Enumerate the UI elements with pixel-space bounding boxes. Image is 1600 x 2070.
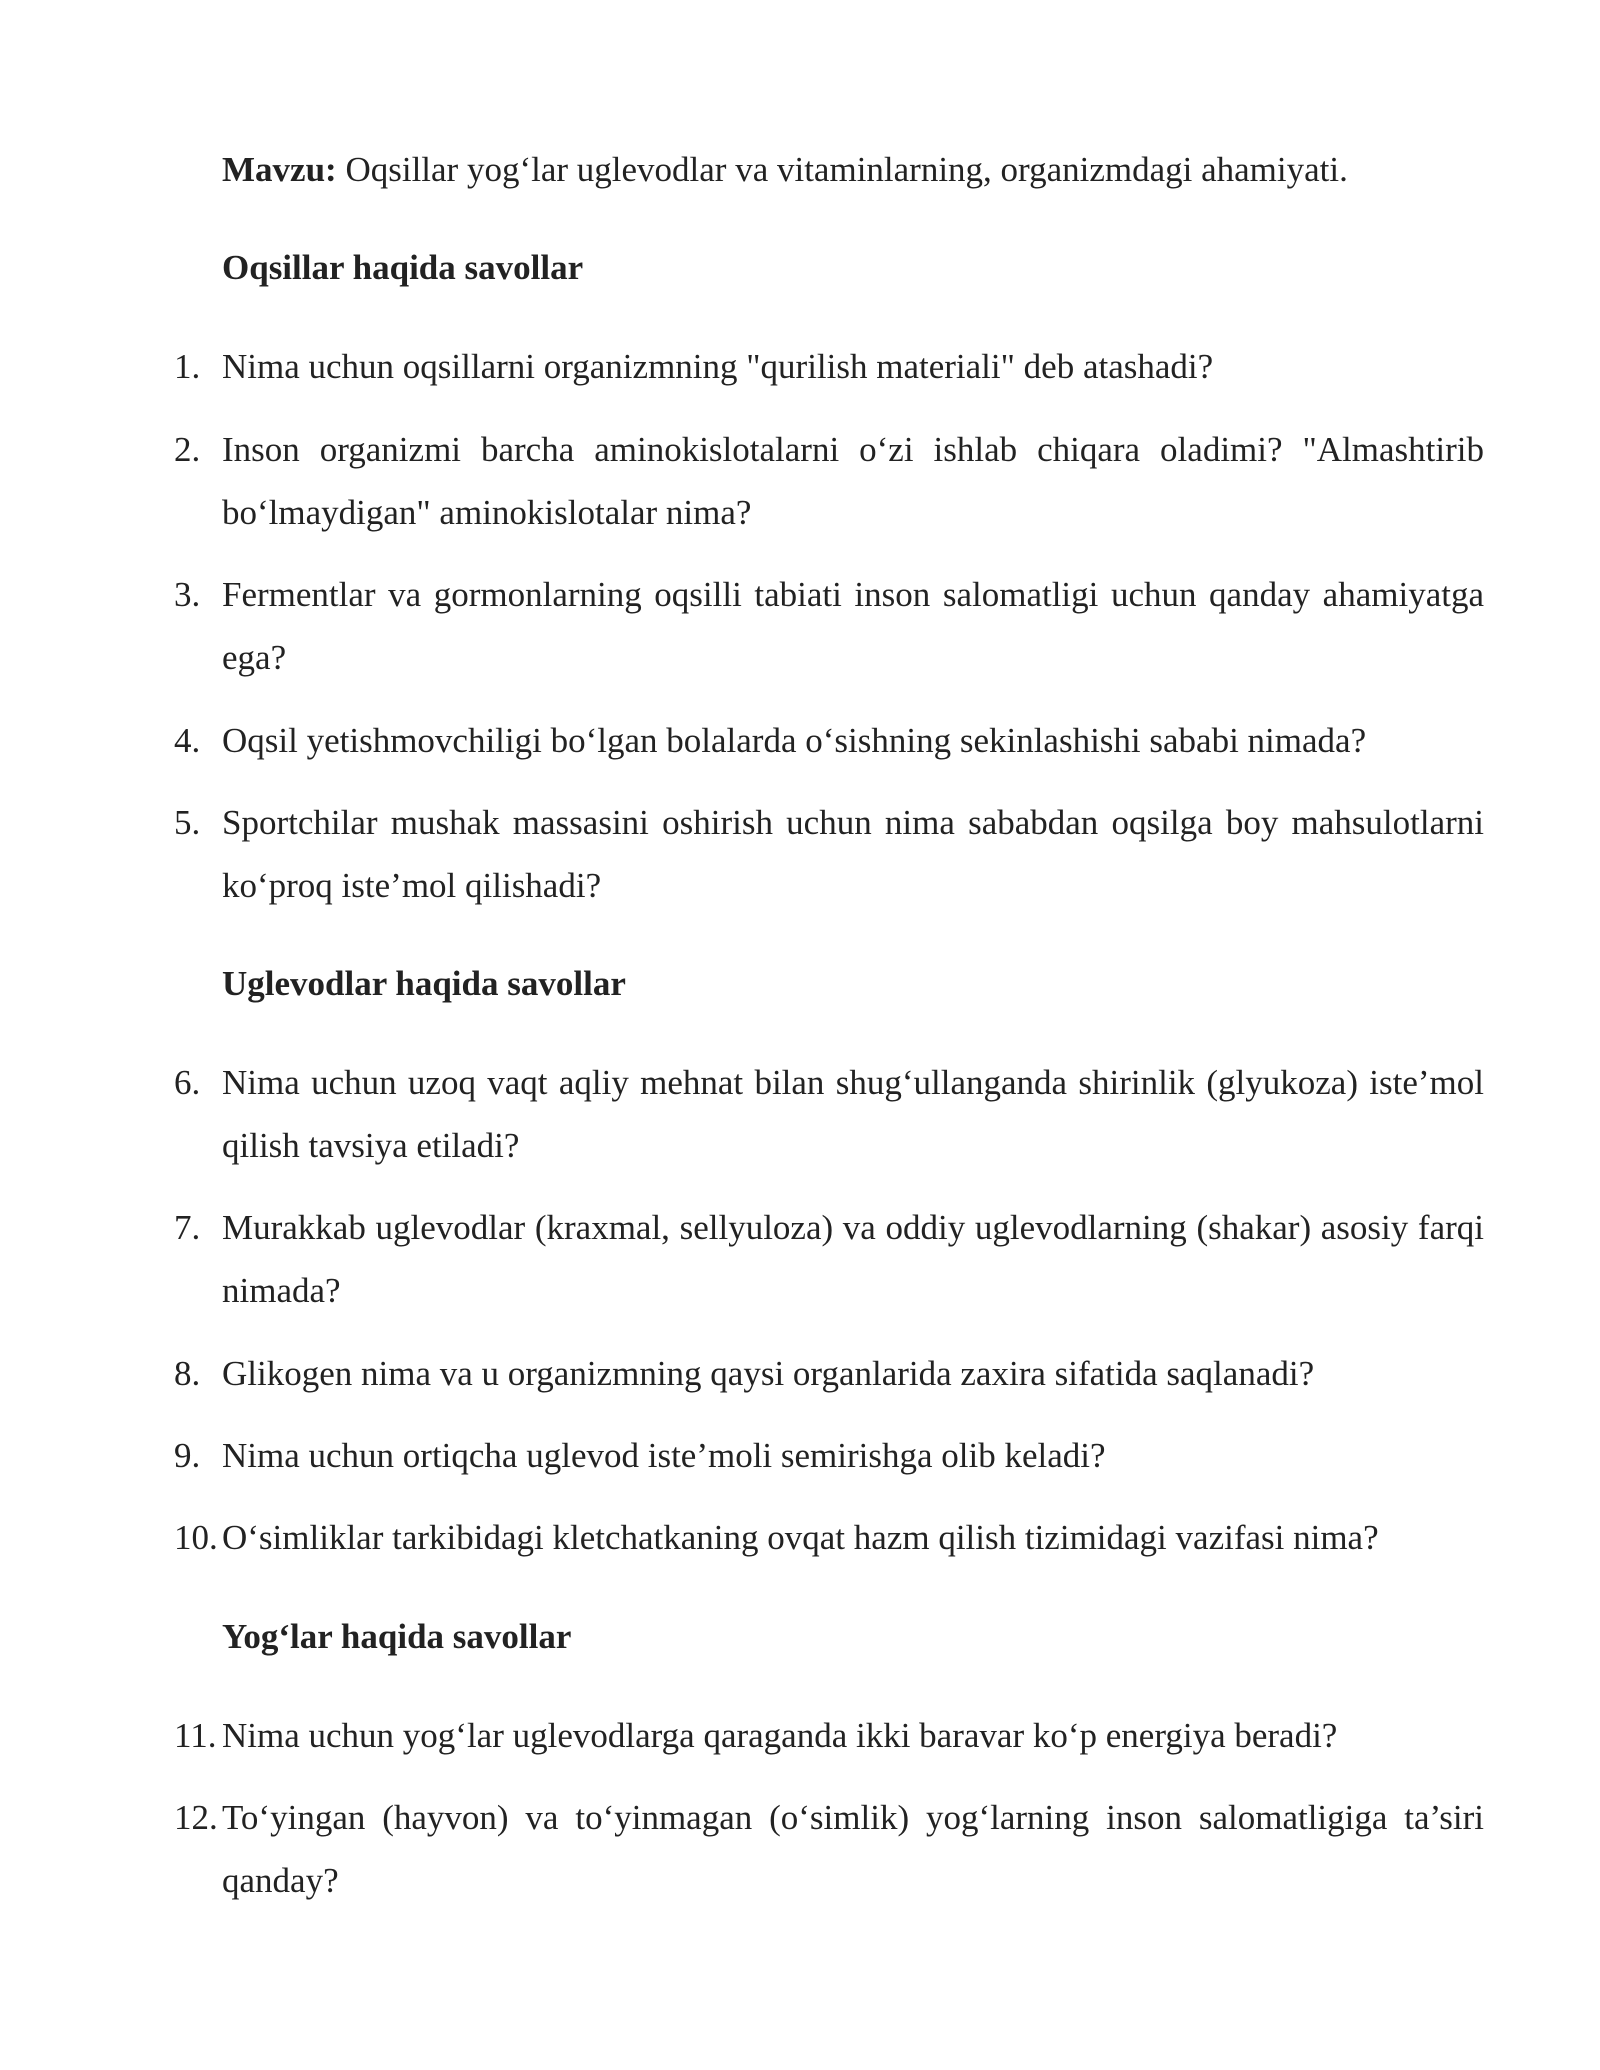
question-number: 10. [174,1518,218,1557]
question-number: 11. [174,1716,217,1755]
section-heading-carbohydrates: Uglevodlar haqida savollar [222,964,626,1003]
question-item [174,1196,1484,1322]
topic-label: Mavzu: [222,150,337,189]
question-text: Oqsil yetishmovchiligi bo‘lgan bolalarda o‘sishning sekinlashishi sababi nimada? [222,721,1367,760]
question-text: O‘simliklar tarkibidagi kletchatkaning ovqat hazm qilish tizimidagi vazifasi nima? [222,1518,1379,1557]
question-number: 3. [174,575,201,614]
question-item [174,1786,1484,1912]
topic-text: Oqsillar yog‘lar uglevodlar va vitaminlarning, organizmdagi ahamiyati. [336,150,1348,189]
question-number: 4. [174,721,201,760]
question-text: Glikogen nima va u organizmning qaysi organlarida zaxira sifatida saqlanadi? [222,1354,1315,1393]
question-item [174,1051,1484,1177]
question-number: 5. [174,803,201,842]
question-item [174,335,1484,398]
question-text: Nima uchun ortiqcha uglevod iste’moli semirishga olib keladi? [222,1436,1106,1475]
section-heading-fats: Yog‘lar haqida savollar [222,1617,572,1656]
question-text: Nima uchun oqsillarni organizmning "qurilish materiali" deb atashadi? [222,347,1214,386]
question-text: Inson organizmi barcha aminokislotalarni o‘zi ishlab chiqara oladimi? "Almashtirib bo‘lmaydigan" aminokislotalar nima? [222,430,1484,532]
question-item [174,1342,1484,1405]
question-number: 7. [174,1208,201,1247]
question-text: To‘yingan (hayvon) va to‘yinmagan (o‘simlik) yog‘larning inson salomatligiga ta’siri qanday? [222,1798,1484,1900]
question-text: Nima uchun yog‘lar uglevodlarga qaraganda ikki baravar ko‘p energiya beradi? [222,1716,1338,1755]
question-text: Fermentlar va gormonlarning oqsilli tabiati inson salomatligi uchun qanday ahamiyatga ega? [222,575,1484,677]
question-number: 1. [174,347,201,386]
question-item [174,791,1484,917]
question-item [174,1506,1484,1569]
question-number: 8. [174,1354,201,1393]
question-text: Sportchilar mushak massasini oshirish uchun nima sababdan oqsilga boy mahsulotlarni ko‘proq iste’mol qilishadi? [222,803,1484,905]
question-text: Murakkab uglevodlar (kraxmal, sellyuloza) va oddiy uglevodlarning (shakar) asosiy farqi nimada? [222,1208,1484,1310]
question-text: Nima uchun uzoq vaqt aqliy mehnat bilan shug‘ullanganda shirinlik (glyukoza) iste’mol qilish tavsiya etiladi? [222,1063,1484,1165]
question-number: 6. [174,1063,201,1102]
section-heading-proteins: Oqsillar haqida savollar [222,248,584,287]
question-number: 12. [174,1798,218,1837]
question-item [174,1424,1484,1487]
question-number: 2. [174,430,201,469]
topic-line [222,138,1484,201]
question-item [174,563,1484,689]
question-item [174,418,1484,544]
question-item [174,709,1484,772]
question-number: 9. [174,1436,201,1475]
question-item [174,1704,1484,1767]
